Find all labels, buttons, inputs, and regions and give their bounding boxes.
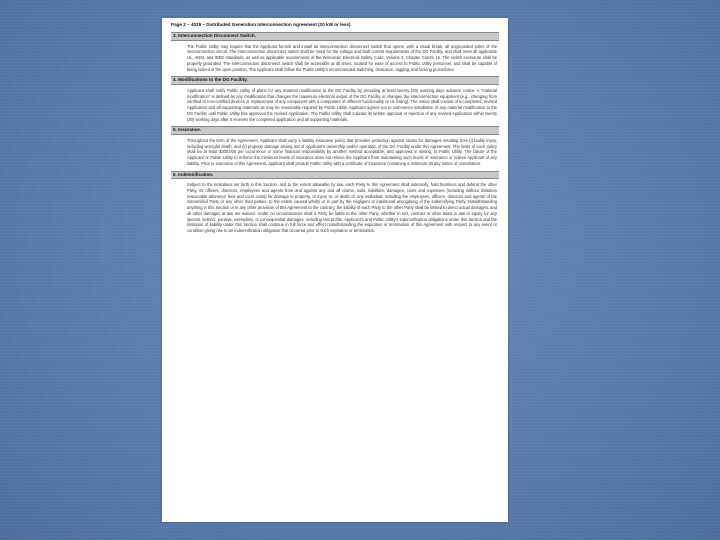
section-heading: 5. Insurance. (171, 126, 499, 135)
page-header: Page 2 – 4029 – Distributed Generation Interconnection Agreement (20 kW or less) (171, 22, 351, 27)
section-heading: 3. Interconnection Disconnect Switch. (171, 32, 499, 41)
section-insurance (171, 126, 499, 166)
document-page (162, 18, 508, 522)
section-heading: 6. Indemnification. (171, 171, 499, 180)
section-heading: 4. Modifications to the DG Facility. (171, 76, 499, 85)
section-body: Throughout the term of the Agreement, Applicant shall carry a liability insurance policy that provides protection against claims for damages resulting from (i) bodily injury, including wrongful death; and (ii) property damage arising out of Applicant's ownership and/or operation of the DG Facility under this Agreement. The limits of such policy shall be at least $300,000 per occurrence or some financial responsibility by another method acceptable, and approved in writing, to Public Utility. The failure of the Applicant or Public Utility to enforce the minimum levels of insurance does not relieve the Applicant from maintaining such levels of insurance or relieve Applicant of any liability. Prior to execution of this Agreement, applicant shall provide Public Utility with a certificate of insurance containing a minimum 30 day notice of cancellation. (187, 137, 497, 166)
section-body: Subject to the limitations set forth in this Section, and to the extent allowable by law, each Party to this Agreement shall indemnify, hold harmless and defend the other Party, its officers, directors, employees and agents from and against any and all claims, suits, liabilities, damages, costs and expenses (including without limitation reasonable attorneys' fees and court costs) for damage to property, or injury to, or death of, any individual, including the employees, officers, directors and agents of the indemnified Party or any other third parties, to the extent caused wholly or in part by the negligent or intentional wrongdoing of the indemnifying Party. Notwithstanding anything in this Section or in any other provision of this Agreement to the contrary, the liability of each Party to the other Party shall be limited to direct actual damages, and all other damages at law are waived. Under no circumstances shall a Party be liable to the other Party, whether in tort, contract or other basis in law or equity for any special, indirect, punitive, exemplary, or consequential damages, including lost profits. Applicant's and Public Utility's indemnification obligations under this Section and the limitation of liability under this Section shall continue in full force and effect notwithstanding the expiration or termination of this Agreement with respect to any event or condition giving rise to an indemnification obligation that occurred prior to such expiration or termination. (187, 182, 497, 233)
section-body: Applicant shall notify Public Utility of plans for any material modification to the DG Facility by providing at least twenty (20) working days advance notice. A "material modification" is defined as any modification that changes the maximum electrical output of the DG Facility or changes the interconnection equipment (e.g., changing from certified to non-certified devices or replacement of any component with a component of different functionality or UL listing). The notice shall consist of a completed, revised Application and all supporting materials as may be reasonably required by Public Utility. Applicant agrees not to commence installation of any material modification to the DG Facility until Public Utility has approved the revised Application. The Public Utility shall indicate its written approval or rejection of any revised Application within twenty (20) working days after it receives the completed application and all supporting materials. (187, 87, 497, 122)
section-modifications (171, 76, 499, 122)
section-indemnification (171, 171, 499, 234)
section-body: The Public Utility may require that the Applicant furnish and install an interconnection disconnect switch that opens, with a visual break, all ungrounded poles of the interconnection circuit. The interconnection disconnect switch shall be rated for the voltage and fault current requirements of the DG Facility, and shall meet all applicable UL, ANSI, and IEEE standards, as well as applicable requirements of the Wisconsin Electrical Safety Code, Volume 2, Chapter Comm 16. The switch enclosure shall be properly grounded. The interconnection disconnect switch shall be accessible at all times, located for ease of access to Public Utility personnel, and shall be capable of being locked in the open position. The Applicant shall follow the Public Utility's recommended switching, clearance, tagging, and locking procedures. (187, 43, 497, 72)
section-interconnection-switch (171, 32, 499, 72)
